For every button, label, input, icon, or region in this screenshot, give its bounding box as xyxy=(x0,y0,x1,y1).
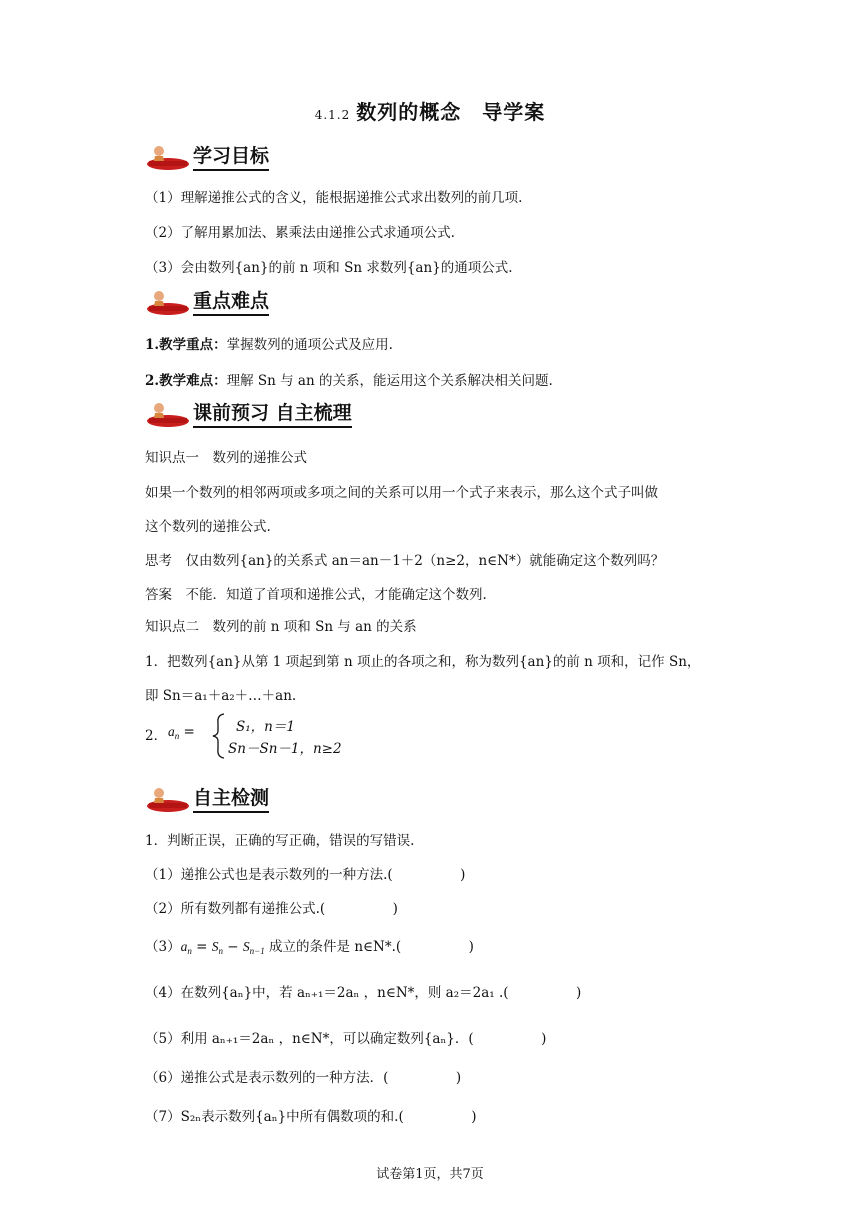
check-q3: $(3)a_n = S_n - S_{n-1}$ 成立的条件是 n∈N*.( ) xyxy=(145,939,474,956)
goal-2: （2）了解用累加法、累乘法由递推公式求通项公式. xyxy=(145,225,455,241)
check-q4: （4）在数列{aₙ}中，若 aₙ₊₁＝2aₙ ，n∈N*，则 a₂＝2a₁ .( ) xyxy=(145,985,582,1001)
section-preview xyxy=(145,399,352,429)
knowledge-point-1: 知识点一 数列的递推公式 xyxy=(145,450,307,466)
difficult-point-text: 理解 Sn 与 an 的关系，能运用这个关系解决相关问题. xyxy=(226,373,553,389)
formula-case-2: Sn－Sn－1，n≥2 xyxy=(228,741,342,757)
key-point xyxy=(145,333,393,353)
formula-case-1: S₁，n＝1 xyxy=(236,719,295,735)
check-q1: （1）递推公式也是表示数列的一种方法.( ) xyxy=(145,867,466,883)
kp2-item2-prefix: 2． xyxy=(145,728,168,744)
page-title xyxy=(0,96,860,125)
section-title-key: 重点难点 xyxy=(193,289,269,316)
section-badge-icon xyxy=(145,784,191,814)
goal-1: （1）理解递推公式的含义，能根据递推公式求出数列的前几项. xyxy=(145,190,523,206)
kp2-item1-line1: 1．把数列{an}从第 1 项起到第 n 项止的各项之和，称为数列{an}的前 n 项和，记作 Sn， xyxy=(145,654,701,670)
section-title-preview: 课前预习 自主梳理 xyxy=(193,401,352,428)
section-title-goals: 学习目标 xyxy=(193,144,269,171)
formula-an: $a_n$ = xyxy=(168,724,195,741)
kp2-item1-line2: 即 Sn＝a₁＋a₂＋…＋an. xyxy=(145,688,297,704)
brace-icon xyxy=(212,713,226,759)
check-q6: （6）递推公式是表示数列的一种方法．( ) xyxy=(145,1070,462,1086)
check-q7: （7）S₂ₙ表示数列{aₙ}中所有偶数项的和.( ) xyxy=(145,1109,477,1125)
section-badge-icon xyxy=(145,287,191,317)
kp1-body-line1: 如果一个数列的相邻两项或多项之间的关系可以用一个式子来表示，那么这个式子叫做 xyxy=(145,485,658,501)
key-point-label: 1.教学重点： xyxy=(145,337,227,353)
difficult-point-label: 2.教学难点： xyxy=(145,373,227,389)
section-goals xyxy=(145,142,269,172)
section-check xyxy=(145,784,269,814)
title-text: 数列的概念 导学案 xyxy=(356,100,546,124)
check-intro: 1．判断正误，正确的写正确，错误的写错误. xyxy=(145,833,415,849)
difficult-point xyxy=(145,369,553,389)
title-number: 4.1.2 xyxy=(314,108,351,122)
check-q5: （5）利用 aₙ₊₁＝2aₙ ，n∈N*，可以确定数列{aₙ}．( ) xyxy=(145,1031,547,1047)
knowledge-point-2: 知识点二 数列的前 n 项和 Sn 与 an 的关系 xyxy=(145,619,417,635)
section-key xyxy=(145,287,269,317)
check-q3-suffix: 成立的条件是 n∈N*.( ) xyxy=(264,939,474,955)
section-badge-icon xyxy=(145,399,191,429)
key-point-text: 掌握数列的通项公式及应用. xyxy=(226,337,393,353)
goal-3: （3）会由数列{an}的前 n 项和 Sn 求数列{an}的通项公式. xyxy=(145,260,513,276)
think-question: 思考 仅由数列{an}的关系式 an＝an－1＋2（n≥2，n∈N*）就能确定这个数列吗？ xyxy=(145,553,665,569)
section-badge-icon xyxy=(145,142,191,172)
kp1-body-line2: 这个数列的递推公式. xyxy=(145,519,271,535)
section-title-check: 自主检测 xyxy=(193,786,269,813)
think-answer: 答案 不能．知道了首项和递推公式，才能确定这个数列. xyxy=(145,587,487,603)
check-q3-prefix: （3） xyxy=(145,939,181,955)
page-footer: 试卷第1页，共7页 xyxy=(376,1167,484,1182)
check-q2: （2）所有数列都有递推公式.( ) xyxy=(145,901,398,917)
